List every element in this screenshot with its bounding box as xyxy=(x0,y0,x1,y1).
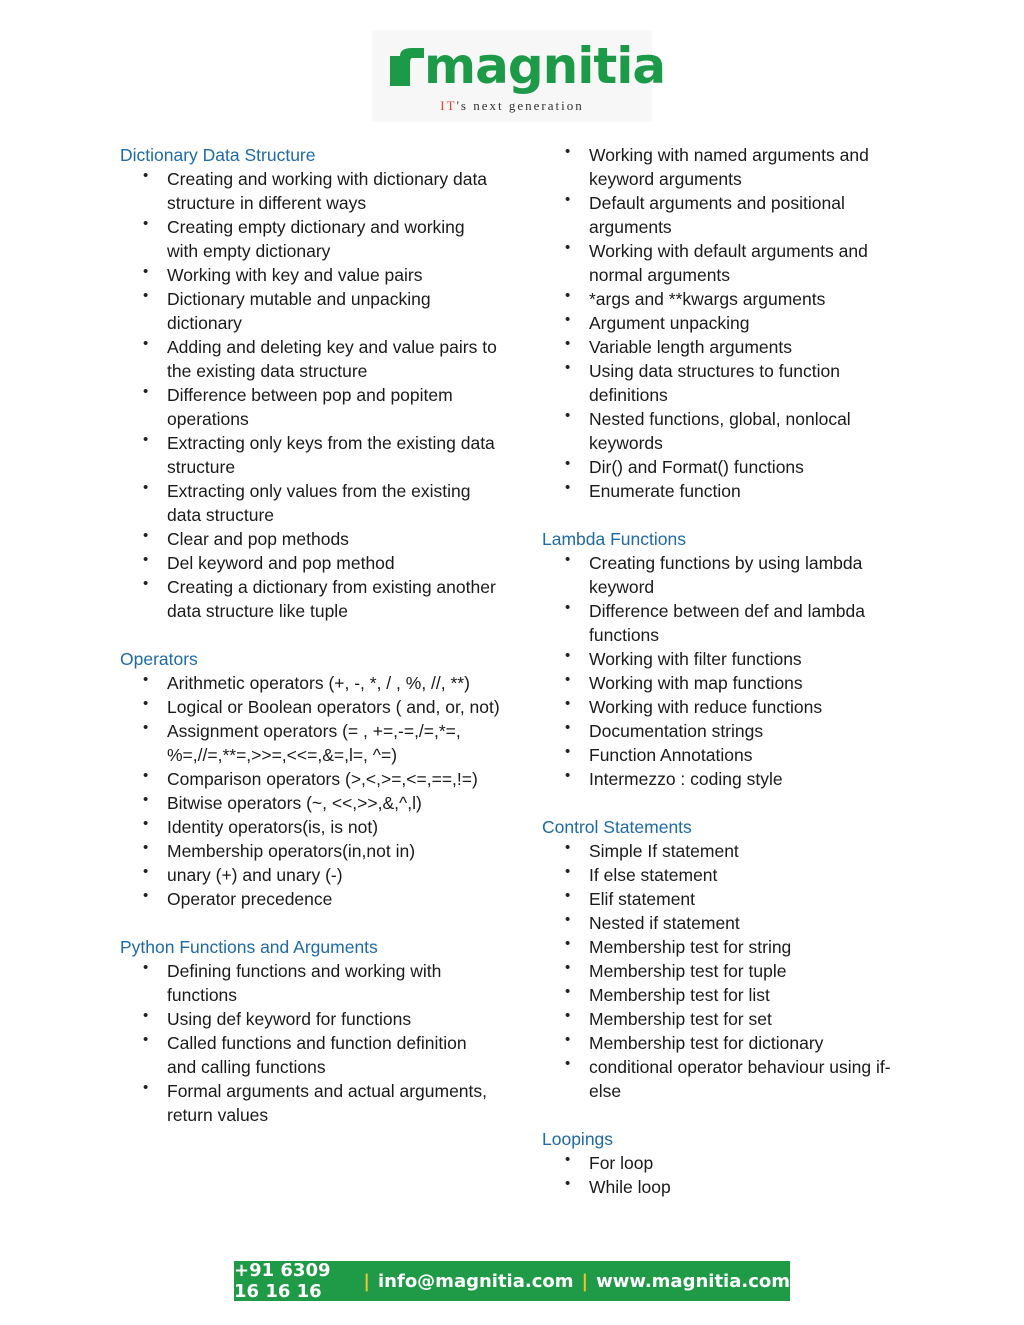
list-item-text: Defining functions and working with functions xyxy=(167,961,442,1005)
bullet-icon: • xyxy=(565,767,571,784)
list-item-text: Bitwise operators (~, <<,>>,&,^,l) xyxy=(167,793,422,813)
list-item-text: Elif statement xyxy=(589,889,696,909)
list-item-text: Variable length arguments xyxy=(589,337,792,357)
list-item-text: Creating and working with dictionary data structure in different ways xyxy=(167,169,488,213)
logo-mark-icon xyxy=(390,42,424,86)
bullet-icon: • xyxy=(565,191,571,208)
bullet-icon: • xyxy=(565,1031,571,1048)
bullet-icon: • xyxy=(143,383,149,400)
bullet-icon: • xyxy=(143,887,149,904)
list-item-text: Working with default arguments and normal arguments xyxy=(589,241,868,285)
list-item-text: Membership test for tuple xyxy=(589,961,787,981)
separator-bar: | xyxy=(363,1270,370,1292)
list-item xyxy=(120,791,500,815)
list-item-text: Extracting only values from the existing data structure xyxy=(167,481,471,525)
list-item-text: Membership test for list xyxy=(589,985,770,1005)
list-item xyxy=(542,647,922,671)
list-item xyxy=(542,143,922,191)
bullet-icon: • xyxy=(143,791,149,808)
bullet-icon: • xyxy=(565,599,571,616)
section-heading: Dictionary Data Structure xyxy=(120,145,316,165)
topic-section xyxy=(542,815,922,1103)
bullet-icon: • xyxy=(143,959,149,976)
list-item-text: While loop xyxy=(589,1177,671,1197)
bullet-icon: • xyxy=(143,527,149,544)
bullet-icon: • xyxy=(565,743,571,760)
bullet-icon: • xyxy=(565,935,571,952)
list-item xyxy=(542,935,922,959)
bullet-icon: • xyxy=(143,431,149,448)
list-item xyxy=(542,1151,922,1175)
list-item-text: Argument unpacking xyxy=(589,313,750,333)
bullet-icon: • xyxy=(143,863,149,880)
bullet-icon: • xyxy=(143,1079,149,1096)
list-item xyxy=(542,239,922,287)
bullet-icon: • xyxy=(143,1031,149,1048)
topic-list xyxy=(542,839,922,1103)
list-item-text: Logical or Boolean operators ( and, or, not) xyxy=(167,697,500,717)
list-item-text: Difference between pop and popitem operations xyxy=(167,385,453,429)
list-item xyxy=(120,575,500,623)
list-item-text: Simple If statement xyxy=(589,841,739,861)
bullet-icon: • xyxy=(143,767,149,784)
list-item xyxy=(120,767,500,791)
list-item-text: If else statement xyxy=(589,865,718,885)
list-item xyxy=(542,743,922,767)
bullet-icon: • xyxy=(565,671,571,688)
list-item xyxy=(120,383,500,431)
topic-list xyxy=(120,959,500,1127)
bullet-icon: • xyxy=(143,551,149,568)
bullet-icon: • xyxy=(565,287,571,304)
bullet-icon: • xyxy=(565,311,571,328)
list-item-text: Membership operators(in,not in) xyxy=(167,841,416,861)
bullet-icon: • xyxy=(565,959,571,976)
list-item-text: Operator precedence xyxy=(167,889,333,909)
list-item-text: Documentation strings xyxy=(589,721,764,741)
contact-banner xyxy=(234,1261,790,1301)
bullet-icon: • xyxy=(565,479,571,496)
list-item xyxy=(120,167,500,215)
bullet-icon: • xyxy=(143,575,149,592)
list-item xyxy=(542,551,922,599)
list-item xyxy=(542,911,922,935)
list-item-text: Using def keyword for functions xyxy=(167,1009,412,1029)
bullet-icon: • xyxy=(565,1007,571,1024)
list-item xyxy=(542,719,922,743)
list-item xyxy=(120,887,500,911)
list-item xyxy=(120,1007,500,1031)
bullet-icon: • xyxy=(565,551,571,568)
logo-wordmark: magnitia xyxy=(424,37,666,95)
topic-list xyxy=(542,1151,922,1199)
list-item-text: unary (+) and unary (-) xyxy=(167,865,343,885)
list-item xyxy=(542,959,922,983)
bullet-icon: • xyxy=(143,695,149,712)
list-item-text: Working with key and value pairs xyxy=(167,265,423,285)
list-item-text: Creating functions by using lambda keyword xyxy=(589,553,863,597)
list-item xyxy=(542,287,922,311)
list-item xyxy=(120,335,500,383)
bullet-icon: • xyxy=(143,335,149,352)
list-item-text: Working with named arguments and keyword arguments xyxy=(589,145,869,189)
list-item xyxy=(120,263,500,287)
list-item-text: Creating a dictionary from existing another data structure like tuple xyxy=(167,577,496,621)
list-item xyxy=(542,359,922,407)
list-item xyxy=(120,1079,500,1127)
list-item xyxy=(120,551,500,575)
tagline-accent: IT xyxy=(440,98,457,113)
bullet-icon: • xyxy=(143,671,149,688)
topic-list xyxy=(120,167,500,623)
list-item-text: Nested if statement xyxy=(589,913,740,933)
list-item-text: Enumerate function xyxy=(589,481,741,501)
list-item-text: Dictionary mutable and unpacking dictionary xyxy=(167,289,431,333)
list-item xyxy=(542,1175,922,1199)
bullet-icon: • xyxy=(565,455,571,472)
bullet-icon: • xyxy=(565,719,571,736)
list-item-text: Membership test for dictionary xyxy=(589,1033,824,1053)
list-item xyxy=(542,1031,922,1055)
list-item xyxy=(542,887,922,911)
list-item xyxy=(120,431,500,479)
topic-list xyxy=(542,551,922,791)
section-heading: Operators xyxy=(120,649,198,669)
list-item xyxy=(542,671,922,695)
bullet-icon: • xyxy=(565,1055,571,1072)
bullet-icon: • xyxy=(143,1007,149,1024)
list-item xyxy=(542,1055,922,1103)
list-item xyxy=(120,215,500,263)
list-item xyxy=(120,959,500,1007)
list-item-text: Nested functions, global, nonlocal keywords xyxy=(589,409,851,453)
list-item-text: Function Annotations xyxy=(589,745,753,765)
list-item-text: Working with filter functions xyxy=(589,649,802,669)
list-item xyxy=(120,863,500,887)
left-column xyxy=(120,143,500,1151)
list-item-text: Membership test for set xyxy=(589,1009,772,1029)
bullet-icon: • xyxy=(565,1175,571,1192)
bullet-icon: • xyxy=(143,167,149,184)
list-item xyxy=(120,479,500,527)
list-item-text: Formal arguments and actual arguments, return values xyxy=(167,1081,488,1125)
list-item xyxy=(120,527,500,551)
list-item xyxy=(542,407,922,455)
bullet-icon: • xyxy=(565,863,571,880)
list-item-text: Membership test for string xyxy=(589,937,792,957)
list-item-text: Clear and pop methods xyxy=(167,529,349,549)
section-heading: Lambda Functions xyxy=(542,529,686,549)
bullet-icon: • xyxy=(143,263,149,280)
bullet-icon: • xyxy=(143,215,149,232)
bullet-icon: • xyxy=(565,335,571,352)
magnitia-logo xyxy=(372,30,666,122)
bullet-icon: • xyxy=(143,839,149,856)
separator-bar: | xyxy=(581,1270,589,1292)
bullet-icon: • xyxy=(565,407,571,424)
list-item-text: Working with map functions xyxy=(589,673,803,693)
section-heading: Control Statements xyxy=(542,817,692,837)
bullet-icon: • xyxy=(565,887,571,904)
list-item-text: Difference between def and lambda functions xyxy=(589,601,865,645)
list-item-text: Adding and deleting key and value pairs to the existing data structure xyxy=(167,337,497,381)
right-column xyxy=(542,143,922,1223)
bullet-icon: • xyxy=(143,815,149,832)
bullet-icon: • xyxy=(143,479,149,496)
bullet-icon: • xyxy=(565,911,571,928)
list-item-text: Intermezzo : coding style xyxy=(589,769,783,789)
list-item-text: *args and **kwargs arguments xyxy=(589,289,826,309)
topic-section xyxy=(542,143,922,503)
list-item xyxy=(542,983,922,1007)
list-item-text: Working with reduce functions xyxy=(589,697,823,717)
section-heading: Loopings xyxy=(542,1129,614,1149)
list-item xyxy=(120,719,500,767)
bullet-icon: • xyxy=(565,647,571,664)
list-item xyxy=(542,455,922,479)
topic-list xyxy=(120,671,500,911)
list-item xyxy=(542,335,922,359)
list-item-text: Identity operators(is, is not) xyxy=(167,817,379,837)
topic-section xyxy=(120,647,500,911)
list-item-text: Dir() and Format() functions xyxy=(589,457,804,477)
list-item-text: Using data structures to function definitions xyxy=(589,361,840,405)
list-item xyxy=(542,599,922,647)
list-item xyxy=(542,479,922,503)
list-item xyxy=(120,671,500,695)
phone-number[interactable]: +91 6309 16 16 16 xyxy=(234,1260,331,1302)
logo-tagline xyxy=(372,98,652,114)
bullet-icon: • xyxy=(565,143,571,160)
list-item xyxy=(542,1007,922,1031)
list-item xyxy=(542,311,922,335)
list-item xyxy=(120,287,500,335)
list-item xyxy=(542,839,922,863)
list-item-text: Arithmetic operators (+, -, *, / , %, //, **) xyxy=(167,673,470,693)
list-item xyxy=(542,695,922,719)
section-heading: Python Functions and Arguments xyxy=(120,937,378,957)
topic-list xyxy=(542,143,922,503)
list-item-text: conditional operator behaviour using if-else xyxy=(589,1057,891,1101)
list-item-text: Default arguments and positional arguments xyxy=(589,193,845,237)
bullet-icon: • xyxy=(565,239,571,256)
list-item-text: Extracting only keys from the existing data structure xyxy=(167,433,495,477)
list-item xyxy=(542,191,922,239)
bullet-icon: • xyxy=(565,839,571,856)
topic-section xyxy=(120,143,500,623)
list-item xyxy=(120,839,500,863)
list-item-text: Called functions and function definition and calling functions xyxy=(167,1033,467,1077)
website-link[interactable]: www.magnitia.com xyxy=(596,1270,790,1292)
topic-section xyxy=(542,527,922,791)
list-item-text: Del keyword and pop method xyxy=(167,553,395,573)
topic-section xyxy=(120,935,500,1127)
list-item-text: Creating empty dictionary and working with empty dictionary xyxy=(167,217,465,261)
list-item xyxy=(542,863,922,887)
email-address[interactable]: info@magnitia.com xyxy=(378,1270,574,1292)
list-item xyxy=(542,767,922,791)
bullet-icon: • xyxy=(143,719,149,736)
list-item-text: For loop xyxy=(589,1153,654,1173)
list-item-text: Comparison operators (>,<,>=,<=,==,!=) xyxy=(167,769,478,789)
bullet-icon: • xyxy=(565,695,571,712)
list-item xyxy=(120,815,500,839)
list-item-text: Assignment operators (= , +=,-=,/=,*=, %=,//=,**=,>>=,<<=,&=,l=, ^=) xyxy=(167,721,461,765)
list-item xyxy=(120,695,500,719)
topic-section xyxy=(542,1127,922,1199)
tagline-rest: 's next generation xyxy=(456,98,584,113)
list-item xyxy=(120,1031,500,1079)
bullet-icon: • xyxy=(565,359,571,376)
bullet-icon: • xyxy=(143,287,149,304)
bullet-icon: • xyxy=(565,1151,571,1168)
bullet-icon: • xyxy=(565,983,571,1000)
